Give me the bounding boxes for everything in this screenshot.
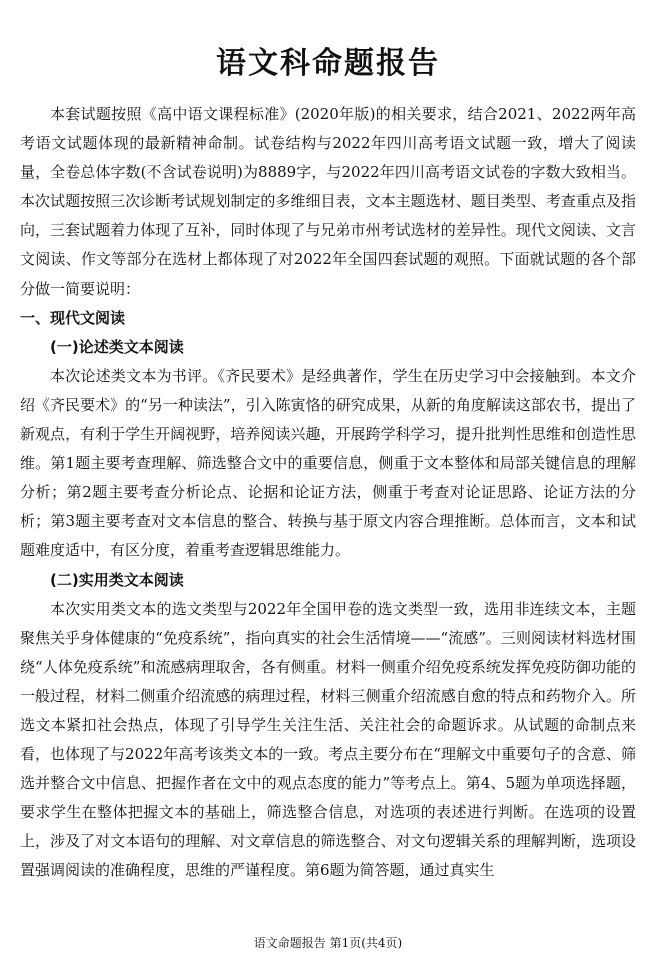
argumentative-paragraph: 本次论述类文本为书评。《齐民要术》是经典著作，学生在历史学习中会接触到。本文介绍《齐民要术》的“另一种读法”，引入陈寅恪的研究成果，从新的角度解读这部农书，提出了新观点，有利于学生开阔视野，培养阅读兴趣，开展跨学科学习，提升批判性思维和创造性思维。第1题主要考查理解、筛选整合文中的重要信息，侧重于文本整体和局部关键信息的理解分析；第2题主要考查分析论点、论据和论证方法，侧重于考查对论证思路、论证方法的分析；第3题主要考查对文本信息的整合、转换与基于原文内容合理推断。总体而言，文本和试题难度适中，有区分度，着重考查逻辑思维能力。 [20, 366, 636, 560]
page-title: 语文科命题报告 [216, 46, 440, 81]
intro-paragraph: 本套试题按照《高中语文课程标准》(2020年版)的相关要求，结合2021、2022两年高考语文试题体现的最新精神命制。试卷结构与2022年四川高考语文试题一致，增大了阅读量，全卷总体字数(不含试卷说明)为8889字，与2022年四川高考语文试卷的字数大致相当。本次试题按照三次诊断考试规划制定的多维细目表，文本主题选材、题目类型、考查重点及指向，三套试题着力体现了互补，同时体现了与兄弟市州考试选材的差异性。现代文阅读、文言文阅读、作文等部分在选材上都体现了对2022年全国四套试题的观照。下面就试题的各个部分做一简要说明： [20, 105, 636, 298]
section-heading-modern-reading: 一、现代文阅读 [20, 308, 126, 327]
practical-paragraph: 本次实用类文本的选文类型与2022年全国甲卷的选文类型一致，选用非连续文本，主题聚焦关乎身体健康的“免疫系统”，指向真实的社会生活情境——“流感”。三则阅读材料选材围绕“人体免疫系统”和流感病理取舍，各有侧重。材料一侧重介绍免疫系统发挥免疫防御功能的一般过程，材料二侧重介绍流感的病理过程，材料三侧重介绍流感自愈的特点和药物介入。所选文本紧扣社会热点，体现了引导学生关注生活、关注社会的命题诉求。从试题的命制点来看，也体现了与2022年高考该类文本的一致。考点主要分布在“理解文中重要句子的含意、筛选并整合文中信息、把握作者在文中的观点态度的能力”等考点上。第4、5题为单项选择题，要求学生在整体把握文本的基础上，筛选整合信息，对选项的表述进行判断。在选项的设置上，涉及了对文本语句的理解、对文章信息的筛选整合、对文句逻辑关系的理解判断，选项设置强调阅读的准确程度，思维的严谨程度。第6题为简答题，通过真实生 [20, 599, 636, 880]
subsection-heading-argumentative: (一)论述类文本阅读 [50, 337, 184, 356]
document-body [20, 100, 636, 886]
page-footer: 语文命题报告 第1页(共4页) [253, 936, 403, 950]
subsection-heading-practical: (二)实用类文本阅读 [50, 570, 184, 589]
